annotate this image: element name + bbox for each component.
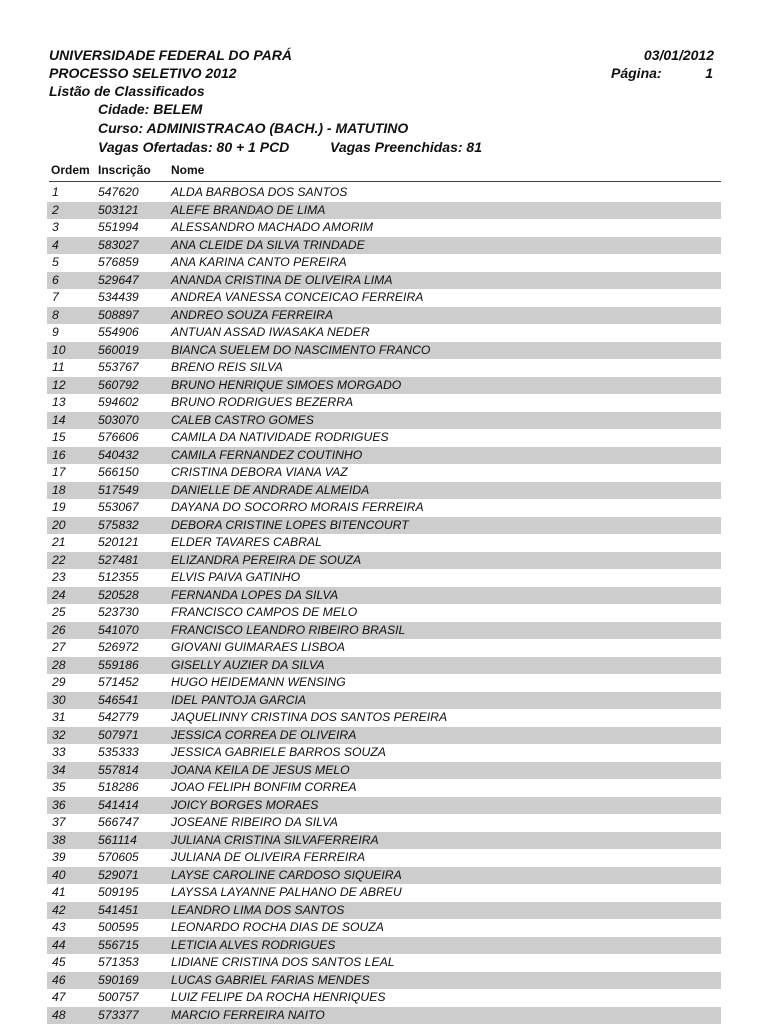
cell-inscricao: 535333 — [98, 745, 139, 759]
cell-inscricao: 561114 — [98, 832, 137, 847]
table-row — [47, 517, 721, 535]
cell-inscricao: 560019 — [98, 342, 139, 357]
cell-ordem: 21 — [52, 535, 66, 549]
page-label: Página: — [611, 65, 662, 81]
cell-ordem: 3 — [52, 220, 59, 234]
table-row — [47, 709, 721, 727]
cell-nome: JAQUELINNY CRISTINA DOS SANTOS PEREIRA — [171, 710, 448, 724]
classified-list — [47, 184, 721, 1024]
cell-inscricao: 559186 — [98, 657, 139, 672]
cell-inscricao: 553767 — [98, 360, 139, 374]
cell-inscricao: 583027 — [98, 237, 139, 252]
cell-nome: DAYANA DO SOCORRO MORAIS FERREIRA — [171, 500, 424, 514]
university-name: UNIVERSIDADE FEDERAL DO PARÁ — [49, 47, 292, 63]
cell-nome: CAMILA FERNANDEZ COUTINHO — [171, 447, 363, 462]
cell-inscricao: 553067 — [98, 500, 139, 514]
cell-inscricao: 541451 — [98, 902, 139, 917]
table-row — [47, 307, 721, 325]
cell-ordem: 7 — [52, 290, 59, 304]
cell-nome: BRUNO RODRIGUES BEZERRA — [171, 395, 354, 409]
table-row — [47, 989, 721, 1007]
table-row — [47, 219, 721, 237]
cell-ordem: 26 — [52, 622, 66, 637]
table-row — [47, 412, 721, 430]
table-row — [47, 569, 721, 587]
cell-inscricao: 503121 — [98, 202, 139, 217]
table-header — [49, 160, 721, 182]
cell-nome: JOAO FELIPH BONFIM CORREA — [171, 780, 357, 794]
cell-ordem: 43 — [52, 920, 66, 934]
cell-nome: JULIANA DE OLIVEIRA FERREIRA — [171, 850, 366, 864]
cell-ordem: 8 — [52, 307, 59, 322]
cell-nome: DEBORA CRISTINE LOPES BITENCOURT — [171, 517, 409, 532]
table-row — [47, 324, 721, 342]
cell-inscricao: 590169 — [98, 972, 139, 987]
table-row — [47, 342, 721, 360]
cell-ordem: 37 — [52, 815, 66, 829]
cell-ordem: 39 — [52, 850, 66, 864]
cell-nome: BRENO REIS SILVA — [171, 360, 283, 374]
table-row — [47, 744, 721, 762]
table-row — [47, 604, 721, 622]
cell-nome: JESSICA GABRIELE BARROS SOUZA — [171, 745, 386, 759]
table-row — [47, 534, 721, 552]
table-row — [47, 552, 721, 570]
table-row — [47, 184, 721, 202]
cell-inscricao: 546541 — [98, 692, 139, 707]
cell-ordem: 31 — [52, 710, 66, 724]
table-row — [47, 272, 721, 290]
cell-nome: ANDREA VANESSA CONCEICAO FERREIRA — [171, 290, 424, 304]
cell-ordem: 25 — [52, 605, 66, 619]
cell-inscricao: 551994 — [98, 220, 139, 234]
cell-ordem: 10 — [52, 342, 66, 357]
table-row — [47, 289, 721, 307]
cell-ordem: 35 — [52, 780, 66, 794]
table-row — [47, 1007, 721, 1024]
cell-nome: JOANA KEILA DE JESUS MELO — [171, 762, 350, 777]
table-row — [47, 429, 721, 447]
table-row — [47, 639, 721, 657]
table-row — [47, 849, 721, 867]
cell-ordem: 47 — [52, 990, 66, 1004]
cell-ordem: 40 — [52, 867, 66, 882]
cell-inscricao: 534439 — [98, 290, 139, 304]
cell-ordem: 12 — [52, 377, 66, 392]
cell-nome: IDEL PANTOJA GARCIA — [171, 692, 307, 707]
cell-ordem: 20 — [52, 517, 66, 532]
cell-nome: ANANDA CRISTINA DE OLIVEIRA LIMA — [171, 272, 393, 287]
document-date: 03/01/2012 — [643, 47, 714, 63]
cell-ordem: 19 — [52, 500, 66, 514]
cell-nome: ELIZANDRA PEREIRA DE SOUZA — [171, 552, 362, 567]
cell-ordem: 44 — [52, 937, 66, 952]
cell-ordem: 24 — [52, 587, 66, 602]
cell-nome: LAYSE CAROLINE CARDOSO SIQUEIRA — [171, 867, 402, 882]
cell-inscricao: 594602 — [98, 395, 139, 409]
cell-inscricao: 526972 — [98, 640, 139, 654]
table-row — [47, 692, 721, 710]
cell-inscricao: 541414 — [98, 797, 139, 812]
cell-nome: ELVIS PAIVA GATINHO — [171, 570, 301, 584]
cell-inscricao: 503070 — [98, 412, 139, 427]
cell-inscricao: 573377 — [98, 1007, 139, 1022]
cell-ordem: 29 — [52, 675, 66, 689]
cell-ordem: 16 — [52, 447, 66, 462]
cell-ordem: 15 — [52, 430, 66, 444]
cell-nome: BRUNO HENRIQUE SIMOES MORGADO — [171, 377, 402, 392]
column-header-ordem: Ordem — [51, 163, 90, 177]
cell-inscricao: 508897 — [98, 307, 139, 322]
table-row — [47, 202, 721, 220]
cell-nome: DANIELLE DE ANDRADE ALMEIDA — [171, 482, 370, 497]
cell-ordem: 6 — [52, 272, 59, 287]
cell-nome: LIDIANE CRISTINA DOS SANTOS LEAL — [171, 955, 395, 969]
table-row — [47, 499, 721, 517]
cell-nome: ANA CLEIDE DA SILVA TRINDADE — [171, 237, 365, 252]
cell-ordem: 41 — [52, 885, 66, 899]
table-row — [47, 972, 721, 990]
cell-nome: ANDREO SOUZA FERREIRA — [171, 307, 334, 322]
table-row — [47, 884, 721, 902]
cell-inscricao: 566747 — [98, 815, 139, 829]
cell-inscricao: 560792 — [98, 377, 139, 392]
cell-inscricao: 547620 — [98, 185, 139, 199]
table-row — [47, 727, 721, 745]
cell-ordem: 36 — [52, 797, 66, 812]
table-row — [47, 587, 721, 605]
cell-nome: ANTUAN ASSAD IWASAKA NEDER — [171, 325, 370, 339]
cell-inscricao: 541070 — [98, 622, 139, 637]
cell-inscricao: 517549 — [98, 482, 139, 497]
cell-inscricao: 512355 — [98, 570, 139, 584]
column-header-inscricao: Inscrição — [98, 163, 151, 177]
cell-ordem: 28 — [52, 657, 66, 672]
cell-ordem: 30 — [52, 692, 66, 707]
cell-inscricao: 576859 — [98, 255, 139, 269]
cell-ordem: 5 — [52, 255, 59, 269]
list-title: Listão de Classificados — [49, 83, 205, 99]
cell-ordem: 34 — [52, 762, 66, 777]
cell-nome: JESSICA CORREA DE OLIVEIRA — [171, 727, 357, 742]
vagas-ofertadas: Vagas Ofertadas: 80 + 1 PCD — [98, 139, 290, 155]
cell-inscricao: 520528 — [98, 587, 139, 602]
table-row — [47, 237, 721, 255]
table-row — [47, 359, 721, 377]
city-line: Cidade: BELEM — [98, 101, 203, 117]
cell-nome: ALEFE BRANDAO DE LIMA — [171, 202, 326, 217]
cell-nome: FERNANDA LOPES DA SILVA — [171, 587, 339, 602]
table-row — [47, 779, 721, 797]
process-title: PROCESSO SELETIVO 2012 — [49, 65, 237, 81]
cell-inscricao: 500595 — [98, 920, 139, 934]
cell-inscricao: 557814 — [98, 762, 139, 777]
cell-nome: CRISTINA DEBORA VIANA VAZ — [171, 465, 348, 479]
cell-ordem: 48 — [52, 1007, 66, 1022]
table-row — [47, 902, 721, 920]
cell-nome: LEANDRO LIMA DOS SANTOS — [171, 902, 345, 917]
table-row — [47, 762, 721, 780]
column-header-nome: Nome — [171, 163, 205, 177]
cell-ordem: 45 — [52, 955, 66, 969]
cell-ordem: 42 — [52, 902, 66, 917]
table-row — [47, 919, 721, 937]
cell-nome: HUGO HEIDEMANN WENSING — [171, 675, 346, 689]
cell-inscricao: 500757 — [98, 990, 139, 1004]
cell-nome: LUIZ FELIPE DA ROCHA HENRIQUES — [171, 990, 386, 1004]
cell-nome: ALESSANDRO MACHADO AMORIM — [171, 220, 374, 234]
cell-nome: ELDER TAVARES CABRAL — [171, 535, 322, 549]
cell-ordem: 1 — [52, 185, 59, 199]
cell-nome: JOICY BORGES MORAES — [171, 797, 319, 812]
cell-nome: JOSEANE RIBEIRO DA SILVA — [171, 815, 338, 829]
cell-nome: FRANCISCO LEANDRO RIBEIRO BRASIL — [171, 622, 406, 637]
cell-ordem: 33 — [52, 745, 66, 759]
table-row — [47, 482, 721, 500]
page-number: 1 — [705, 65, 713, 81]
cell-ordem: 38 — [52, 832, 66, 847]
vagas-preenchidas: Vagas Preenchidas: 81 — [330, 139, 483, 155]
cell-ordem: 46 — [52, 972, 66, 987]
table-row — [47, 657, 721, 675]
cell-nome: CALEB CASTRO GOMES — [171, 412, 314, 427]
cell-inscricao: 529647 — [98, 272, 139, 287]
cell-nome: GISELLY AUZIER DA SILVA — [171, 657, 325, 672]
cell-inscricao: 566150 — [98, 465, 139, 479]
table-row — [47, 954, 721, 972]
cell-nome: ANA KARINA CANTO PEREIRA — [171, 255, 347, 269]
cell-nome: JULIANA CRISTINA SILVAFERREIRA — [171, 832, 379, 847]
cell-ordem: 32 — [52, 727, 66, 742]
cell-ordem: 13 — [52, 395, 66, 409]
cell-nome: BIANCA SUELEM DO NASCIMENTO FRANCO — [171, 342, 431, 357]
table-row — [47, 254, 721, 272]
cell-inscricao: 575832 — [98, 517, 139, 532]
cell-nome: LEONARDO ROCHA DIAS DE SOUZA — [171, 920, 384, 934]
cell-inscricao: 509195 — [98, 885, 139, 899]
cell-nome: LUCAS GABRIEL FARIAS MENDES — [171, 972, 370, 987]
cell-inscricao: 576606 — [98, 430, 139, 444]
cell-inscricao: 571452 — [98, 675, 139, 689]
table-row — [47, 464, 721, 482]
cell-ordem: 9 — [52, 325, 59, 339]
cell-inscricao: 520121 — [98, 535, 139, 549]
cell-ordem: 18 — [52, 482, 66, 497]
cell-nome: LAYSSA LAYANNE PALHANO DE ABREU — [171, 885, 402, 899]
cell-inscricao: 527481 — [98, 552, 139, 567]
cell-inscricao: 529071 — [98, 867, 139, 882]
table-row — [47, 867, 721, 885]
cell-ordem: 2 — [52, 202, 59, 217]
cell-nome: CAMILA DA NATIVIDADE RODRIGUES — [171, 430, 389, 444]
cell-inscricao: 518286 — [98, 780, 139, 794]
cell-inscricao: 542779 — [98, 710, 139, 724]
table-row — [47, 832, 721, 850]
table-row — [47, 377, 721, 395]
course-line: Curso: ADMINISTRACAO (BACH.) - MATUTINO — [98, 120, 409, 136]
cell-ordem: 11 — [52, 360, 65, 374]
cell-nome: ALDA BARBOSA DOS SANTOS — [171, 185, 348, 199]
table-row — [47, 394, 721, 412]
cell-inscricao: 507971 — [98, 727, 139, 742]
cell-ordem: 17 — [52, 465, 66, 479]
cell-ordem: 14 — [52, 412, 66, 427]
table-row — [47, 674, 721, 692]
cell-nome: LETICIA ALVES RODRIGUES — [171, 937, 336, 952]
table-row — [47, 797, 721, 815]
cell-inscricao: 570605 — [98, 850, 139, 864]
table-row — [47, 622, 721, 640]
cell-inscricao: 540432 — [98, 447, 139, 462]
table-row — [47, 814, 721, 832]
table-row — [47, 447, 721, 465]
table-row — [47, 937, 721, 955]
cell-ordem: 27 — [52, 640, 66, 654]
cell-ordem: 23 — [52, 570, 66, 584]
cell-nome: FRANCISCO CAMPOS DE MELO — [171, 605, 358, 619]
cell-inscricao: 554906 — [98, 325, 139, 339]
cell-inscricao: 556715 — [98, 937, 139, 952]
cell-ordem: 22 — [52, 552, 66, 567]
cell-ordem: 4 — [52, 237, 59, 252]
cell-inscricao: 571353 — [98, 955, 139, 969]
cell-nome: MARCIO FERREIRA NAITO — [171, 1007, 325, 1022]
cell-inscricao: 523730 — [98, 605, 139, 619]
cell-nome: GIOVANI GUIMARAES LISBOA — [171, 640, 346, 654]
